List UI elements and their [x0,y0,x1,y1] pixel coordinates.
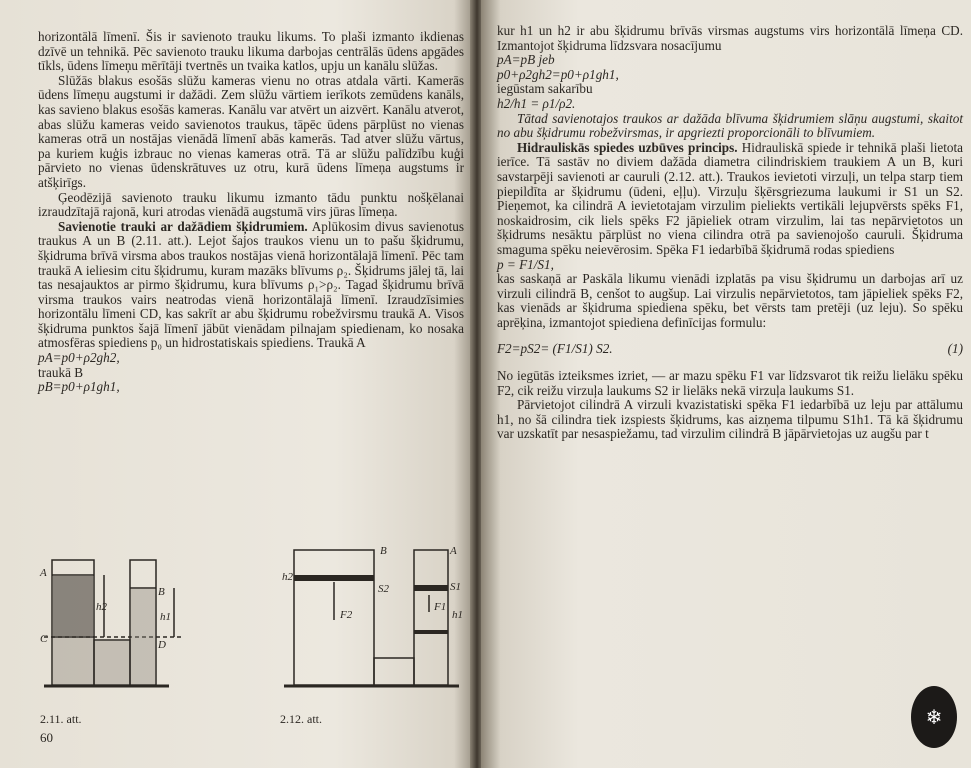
paragraph [38,220,464,351]
page-number: 60 [40,730,53,745]
paragraph-body: Hidrauliskā spiede ir tehnikā plaši lietota ierīce. Tā sastāv no diviem dažāda diametra cilindriskiem traukiem A un B, kuri savstarpēji savienoti ar cauruli (2.12. att.). Traukos ievietoti virzuļi, un telpa starp tiem piepildīta ar šķidrumu (ūdeni, eļļu). Virzuļu šķērsgriezuma laukumi ir S1 un S2. Pieņemot, ka cilindrā A ievietotajam virzulim pieliekts vertikāli lejupvērsts spēks F1, noskaidrosim, cik liels spēks F2 jāpieliek otram virzulim, lai tas nepārvietotos un šķidrums nesāktu pārplūst no viena cilindra otrā pa savienojošo cauruli. Šķidruma smaguma spēku neievērosim. Spēka F1 iedarbībā šķidrumā rodas spiediens [497,139,964,257]
left-text [38,30,464,395]
text-line: traukā B [38,364,84,380]
svg-text:B: B [380,545,387,557]
equation: p0+ρ2gh2=p0+ρ1gh1, [497,66,619,82]
svg-text:D: D [158,639,166,651]
paragraph: horizontālā līmenī. Šis ir savienoto trauku likums. To plaši izmanto ikdienas dzīvē un tehnikā. Pēc savienoto trauku likuma darbojas centrālās ūdens apgādes tīkls, ūdens līmeņu mērītāji tvertnēs un tvaika katlos, upju un kanālu slūžas. [38,29,464,74]
svg-text:h1: h1 [452,609,463,621]
svg-text:B: B [158,586,165,598]
left-page [0,0,478,768]
snowflake-figure-icon: ❄ [911,686,957,748]
right-page [481,0,971,768]
paragraph: kur h1 un h2 ir abu šķidrumu brīvās virsmas augstums virs horizontālā līmeņa CD. Izmantojot šķidruma līdzsvara nosacījumu [497,23,963,53]
equation: pA=p0+ρ2gh2, [38,350,120,366]
figure-2-11-and-2-12 [34,540,464,730]
svg-text:A: A [40,567,47,579]
svg-text:S1: S1 [450,581,461,593]
svg-text:F1: F1 [434,601,447,613]
svg-text:h1: h1 [160,611,171,623]
svg-text:h2: h2 [282,571,293,583]
equation: h2/h1 = ρ1/ρ2. [497,95,576,111]
text-line: iegūstam sakarību [497,81,593,97]
svg-text:C: C [40,633,48,645]
paragraph-body: Aplūkosim divus savienotus traukus A un B (2.11. att.). Lejot šajos traukos vienu un to pašu šķidrumu, šķidruma brīvā virsma abos traukos nostājas vienā horizontālajā līmenī. Pēc tam traukā A ieliesim citu šķidrumu, kuram mazāks blīvums ρ₂. Šķidrums jālej tā, lai tas nesajauktos ar pirmo šķidrumu, kura blīvums ρ₁>ρ₂. Tagad šķidrumu brīvā virsma traukos vairs neatrodas vienā horizontālajā līmenī. Izraudzīsimies horizontālu līmeni CD, kas sakrīt ar abu šķidrumu robežvirsmu traukā A. Visos šķidruma punktos šajā līmenī jābūt vienādam pilnajam spiedienam, ko nosaka atmosfēras spiediens p₀ un hidrostatiskais spiediens. Traukā A [38,218,464,351]
svg-text:F2: F2 [340,609,353,621]
paragraph: Pārvietojot cilindrā A virzuli kvazistatiski spēka F1 iedarbībā uz leju par attālumu h1, no šā cilindra tiek izspiests šķidrums, kas aizņema tilpumu S1h1. Tā kā šķidrumu var uzskatīt par nesaspiežamu, tad virzulim cilindrā B jāpārvietojas uz augšu par t [497,397,963,442]
paragraph: No iegūtās izteiksmes izriet, — ar mazu spēku F1 var līdzsvarot tik reižu lielāku spēku F2, cik reižu virzuļa laukums S2 ir lielāks nekā virzuļa laukums S1. [497,368,963,398]
equation: F2=pS2= (F1/S1) S2. [497,341,613,357]
figure-caption: 2.12. att. [280,712,322,726]
paragraph: Slūžās blakus esošās slūžu kameras vienu no otras atdala vārti. Kamerās ūdens līmeņu augstumi ir dažādi. Zem slūžu vārtiem ierīkots zemūdens kanāls, kas savieno blakus esošās kameras. Kanālu var atvērt un aizvērt. Kanālu atverot, abas slūžu kameras veido savienotos traukus, tāpēc ūdens pārplūst no vienas kameras otrā un nostājas vienādā līmenī abās kamerās. Tad atver slūžu vārtus, pa kuriem kuģis izbrauc no vienas kameras otrā. Tā ar slūžu palīdzību kuģi pārvieto no vienas ūdenskrātuves uz otru, kurā ūdens līmeņa augstums ir atšķirīgs. [38,72,464,190]
equation: pA=pB jeb [497,52,555,68]
right-text [497,24,963,442]
section-heading: Hidrauliskās spiedes uzbūves princips. [517,139,738,155]
svg-text:S2: S2 [378,583,389,595]
svg-text:A: A [450,545,457,557]
svg-text:h2: h2 [96,601,107,613]
paragraph: kas saskaņā ar Paskāla likumu vienādi izplatās pa visu šķidrumu un darbojas arī uz virzuli cilindrā B, cenšot to augšup. Lai virzulis nepārvietotos, tam jāpieliek spēks F2, kas vienāds ar šķidruma spiediena spēku, bet vērsts tam pretēji (uz leju). So spēku aprēķina, izmantojot spiediena definīcijas formulu: [497,271,963,330]
section-heading: Savienotie trauki ar dažādiem šķidrumiem. [58,218,308,234]
equation: p = F1/S1, [497,256,554,272]
figure-caption: 2.11. att. [40,712,82,726]
paragraph: Ģeodēzijā savienoto trauku likumu izmanto tādu punktu nošķēlanai izraudzītajā rajonā, kuri atrodas vienādā augstumā virs jūras līmeņa. [38,189,464,220]
figures [34,540,464,730]
equation-row [497,342,963,357]
paragraph: Tātad savienotajos traukos ar dažāda blīvuma šķidrumiem slāņu augstumi, skaitot no abu šķidrumu robežvirsmas, ir apgriezti proporcionāli to blīvumiem. [497,110,963,141]
equation: pB=p0+ρ1gh1, [38,379,120,395]
equation-number: (1) [947,341,963,357]
paragraph [497,141,963,258]
